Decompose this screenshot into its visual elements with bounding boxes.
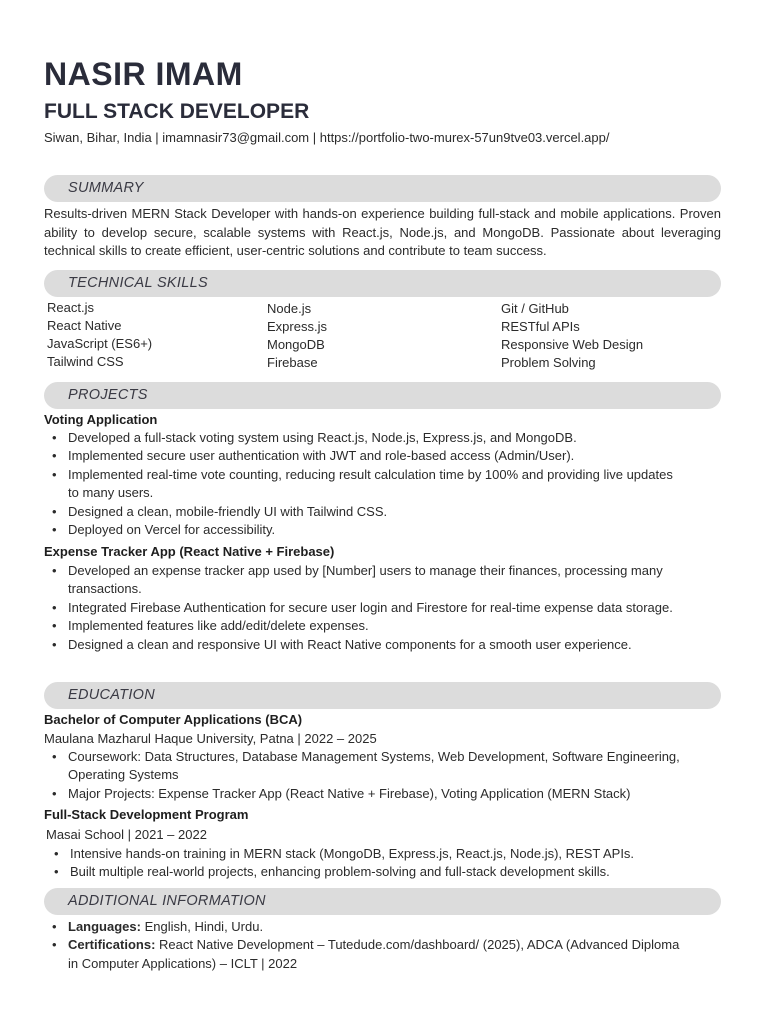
candidate-name: NASIR IMAM [44,56,243,92]
list-item [44,918,684,936]
bullet-icon: • [52,522,57,538]
section-heading: SUMMARY [68,180,144,196]
section-heading: PROJECTS [68,387,148,403]
skills-column-1 [47,299,152,371]
bullet-text: Coursework: Data Structures, Database Management Systems, Web Development, Software Engineering, Operating Systems [68,749,680,783]
list-item [44,785,684,803]
list-item [44,429,684,447]
project-title: Voting Application [44,412,158,427]
bullet-icon: • [52,599,57,615]
bullet-icon: • [54,846,59,861]
bullet-text: Implemented secure user authentication with JWT and role-based access (Admin/User). [68,448,575,464]
bullet-text: Designed a clean, mobile-friendly UI with Tailwind CSS. [68,503,388,519]
institution-line: Masai School | 2021 – 2022 [46,827,207,842]
bullet-text: Developed a full-stack voting system using React.js, Node.js, Express.js, and MongoDB. [68,430,577,445]
job-title: FULL STACK DEVELOPER [44,100,310,123]
section-additional-header [44,888,721,915]
skill-item: Tailwind CSS [47,354,124,369]
skill-item: MongoDB [267,337,325,352]
bullet-text: Designed a clean and responsive UI with React Native components for a smooth user experience. [68,636,632,652]
list-item [44,447,684,465]
section-projects-header [44,382,721,409]
languages-label: Languages: [68,919,141,934]
skill-item: React Native [47,318,122,333]
contact-line: Siwan, Bihar, India | imamnasir73@gmail.com | https://portfolio-two-murex-57un9tve03.vercel.app/ [44,130,610,145]
bullet-text: Built multiple real-world projects, enhancing problem-solving and full-stack development skills. [70,864,610,880]
list-item [44,562,684,599]
list-item [44,636,684,654]
skill-item: Firebase [267,355,318,370]
section-education-header [44,682,721,709]
list-item [46,863,686,881]
list-item [44,936,684,973]
list-item [44,521,684,539]
bullet-text: Developed an expense tracker app used by [Number] users to manage their finances, processing many transactions. [68,563,663,597]
bullet-text: Deployed on Vercel for accessibility. [68,522,276,538]
bullet-icon: • [52,919,57,934]
skills-column-2 [267,300,327,372]
project-bullets [44,429,684,539]
additional-bullets [44,918,684,973]
list-item [44,466,684,503]
bullet-icon: • [52,563,57,578]
skill-item: RESTful APIs [501,319,580,334]
section-heading: TECHNICAL SKILLS [68,275,208,291]
bullet-text: Integrated Firebase Authentication for secure user login and Firestore for real-time expense data storage. [68,599,673,615]
list-item [44,617,684,635]
bullet-text: Major Projects: Expense Tracker App (React Native + Firebase), Voting Application (MERN Stack) [68,785,631,801]
certifications-value: React Native Development – Tutedude.com/dashboard/ (2025), ADCA (Advanced Diploma in Computer Applications) – ICLT | 2022 [68,937,680,971]
bullet-icon: • [52,618,57,634]
section-skills-header [44,270,721,297]
bullet-icon: • [52,636,57,652]
list-item [44,748,684,785]
program-title: Full-Stack Development Program [44,807,249,822]
skill-item: Git / GitHub [501,301,569,316]
skill-item: Node.js [267,301,312,316]
skill-item: JavaScript (ES6+) [47,336,153,351]
languages-value: English, Hindi, Urdu. [140,919,264,934]
skill-item: Express.js [267,319,327,334]
summary-text: Results-driven MERN Stack Developer with hands-on experience building full-stack and mobile applications. Proven ability to develop secure, scalable systems with React.js, Node.js, and MongoDB. Passionate about leveraging technical skills to create efficient, user-centric solutions and contribute to team success. [44,206,721,258]
degree-title: Bachelor of Computer Applications (BCA) [44,712,303,727]
list-item [44,599,684,617]
bullet-icon: • [52,785,57,801]
bullet-icon: • [52,749,57,764]
skills-column-3 [501,300,643,372]
section-heading: EDUCATION [68,687,156,703]
certifications-label: Certifications: [68,937,156,953]
project-bullets [44,562,684,654]
list-item [46,845,686,863]
list-item [44,503,684,521]
bullet-icon: • [54,864,59,880]
education-bullets [44,748,684,803]
institution-line: Maulana Mazharul Haque University, Patna | 2022 – 2025 [44,731,377,746]
skill-item: Responsive Web Design [501,337,644,352]
skill-item: React.js [47,300,94,315]
bullet-icon: • [52,466,57,482]
bullet-icon: • [52,937,57,953]
bullet-icon: • [52,448,57,464]
education-bullets [46,845,686,882]
bullet-icon: • [52,430,57,445]
bullet-text: Implemented features like add/edit/delete expenses. [68,618,369,634]
section-heading: ADDITIONAL INFORMATION [68,893,266,909]
bullet-text: Intensive hands-on training in MERN stack (MongoDB, Express.js, React.js, Node.js), REST APIs. [70,846,635,861]
bullet-text: Implemented real-time vote counting, reducing result calculation time by 100% and providing live updates to many users. [68,466,673,501]
skill-item: Problem Solving [501,355,596,370]
section-summary-header [44,175,721,202]
project-title: Expense Tracker App (React Native + Firebase) [44,544,335,559]
bullet-icon: • [52,503,57,519]
